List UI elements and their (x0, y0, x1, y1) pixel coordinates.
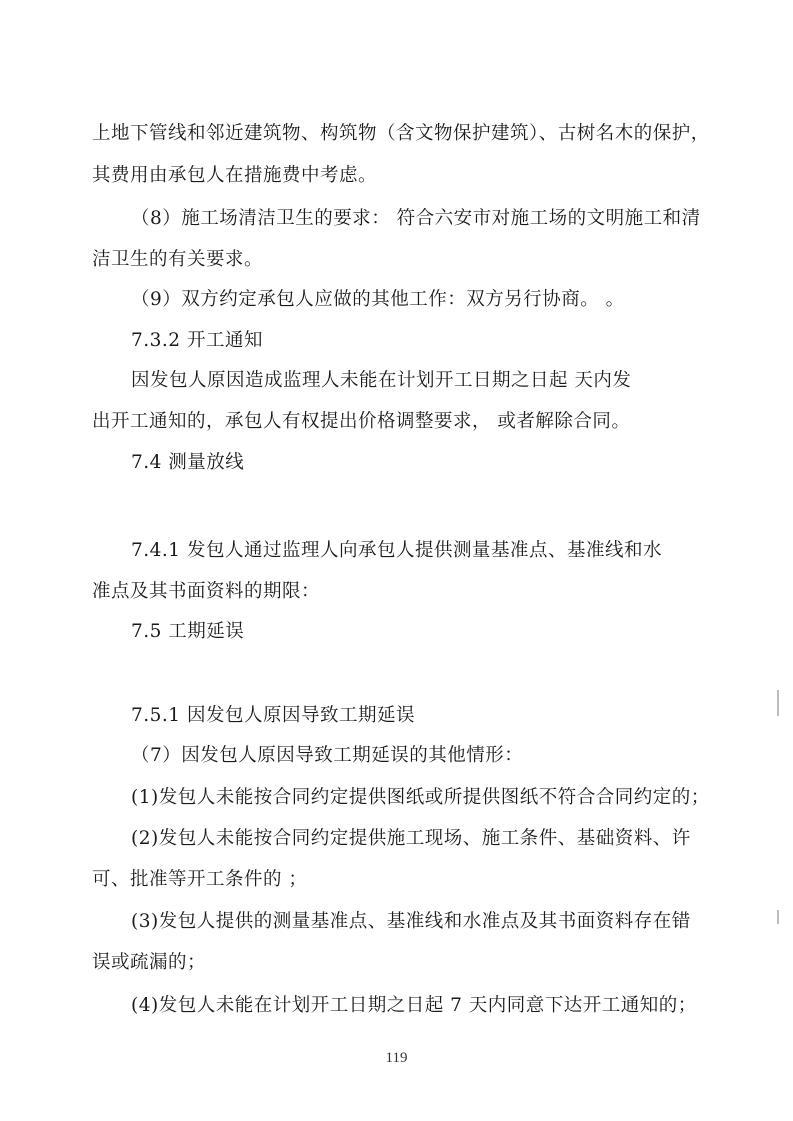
text-line-19: 误或疏漏的； (92, 952, 207, 973)
text-line-14: （7）因发包人原因导致工期延误的其他情形： (131, 745, 524, 766)
text-line-17: 可、批准等开工条件的 ； (92, 869, 308, 890)
section-heading-7-3-2: 7.3.2 开工通知 (131, 330, 263, 351)
scan-edge-mark (777, 690, 779, 716)
text-line-15: (1)发包人未能按合同约定提供图纸或所提供图纸不符合合同约定的； (131, 787, 710, 808)
text-line-7: 因发包人原因造成监理人未能在计划开工日期之日起 天内发 (131, 370, 632, 391)
text-line-5: （9）双方约定承包人应做的其他工作：双方另行协商。 。 (131, 289, 625, 310)
text-line-3: （8）施工场清洁卫生的要求： 符合六安市对施工场的文明施工和清 (131, 208, 701, 229)
text-line-10: 7.4.1 发包人通过监理人向承包人提供测量基准点、基准线和水 (131, 540, 662, 561)
text-line-18: (3)发包人提供的测量基准点、基准线和水准点及其书面资料存在错 (131, 911, 691, 932)
text-line-4: 洁卫生的有关要求。 (92, 249, 264, 270)
text-line-8: 出开工通知的，承包人有权提出价格调整要求， 或者解除合同。 (92, 411, 631, 432)
scan-edge-mark (777, 910, 779, 924)
text-line-11: 准点及其书面资料的期限： (92, 581, 321, 602)
page-number: 119 (385, 1050, 408, 1066)
section-heading-7-5-1: 7.5.1 因发包人原因导致工期延误 (131, 705, 415, 726)
text-line-16: (2)发包人未能按合同约定提供施工现场、施工条件、基础资料、许 (131, 828, 691, 849)
text-line-20: (4)发包人未能在计划开工日期之日起 7 天内同意下达开工通知的； (131, 995, 697, 1016)
section-heading-7-5: 7.5 工期延误 (131, 621, 245, 642)
text-line-1: 上地下管线和邻近建筑物、构筑物（含文物保护建筑）、古树名木的保护， (92, 123, 710, 144)
section-heading-7-4: 7.4 测量放线 (131, 452, 245, 473)
text-line-2: 其费用由承包人在措施费中考虑。 (92, 165, 378, 186)
